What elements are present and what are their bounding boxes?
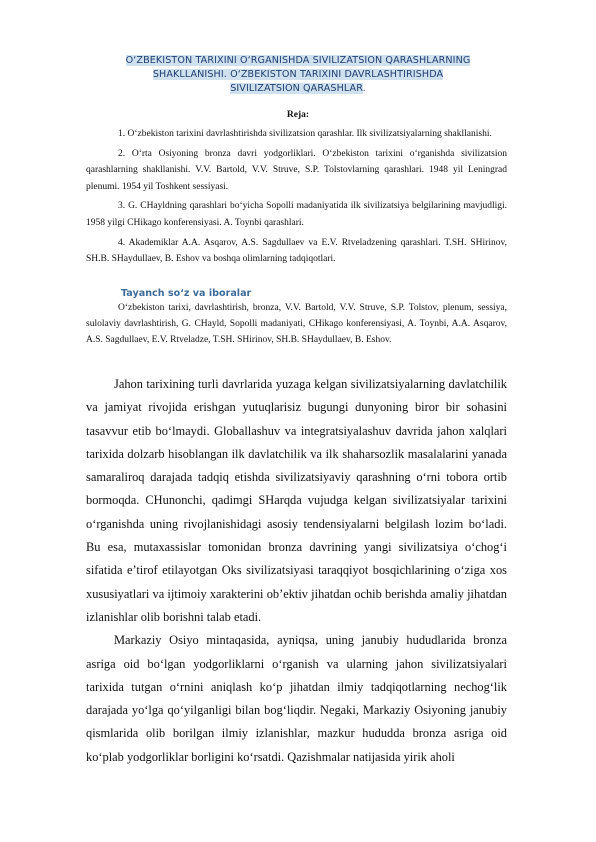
plan-item: 1. O‘zbekiston tarixini davrlashtirishda sivilizatsion qarashlar. Ilk sivilizatsiyalarning shakllanishi. — [118, 129, 492, 139]
document-title — [120, 54, 476, 96]
plan-list — [86, 126, 507, 271]
keywords-heading: Tayanch so‘z va iboralar — [121, 288, 252, 299]
keywords-text: O‘zbekiston tarixi, davrlashtirish, bronza, V.V. Bartold, V.V. Struve, S.P. Tolstov, plenum, sessiya, sulolaviy davrlashtirish, G. CHayld, Sopolli madaniyati, CHikago konferensiyasi, A. Toynbi, A.A. Asqarov, A.S. Sagdullaev, E.V. Rtveladze, T.SH. SHirinov, SH.B. SHaydullaev, B. Eshov. — [86, 303, 507, 346]
plan-item: 4. Akademiklar A.A. Asqarov, A.S. Sagdullaev va E.V. Rtveladzening qarashlari. T.SH. SHirinov, SH.B. SHaydullaev, B. Eshov va boshqa olimlarning tadqiqotlari. — [86, 237, 507, 265]
plan-item: 2. O‘rta Osiyoning bronza davri yodgorliklari. O‘zbekiston tarixini o‘rganishda sivilizatsion qarashlarning shakllanishi. V.V. Bartold, V.V. Struve, S.P. Tolstovlarning qarashlari. 1948 yil Leningrad plenumi. 1954 yil Toshkent sessiyasi. — [86, 148, 507, 192]
body-paragraph: Jahon tarixining turli davrlarida yuzaga kelgan sivilizatsiyalarning davlatchilik va jamiyat rivojida erishgan yutuqlarisiz bugungi dunyoning biror bir sohasini tasavvur etib bo‘lmaydi. Globallashuv va integratsiyalashuv davrida jahon xalqlari tarixida dolzarb hisoblangan ilk davlatchilik va ilk shaharsozlik masalalarini yanada samaraliroq darajada tadqiq etishda sivilizatsiyaviy qarashning o‘rni tobora ortib bormoqda. CHunonchi, qadimgi SHarqda vujudga kelgan sivilizatsiyalar tarixini o‘rganishda uning rivojlanishidagi asosiy tendensiyalarni belgilash lozim bo‘ladi. Bu esa, mutaxassislar tomonidan bronza davrining yangi sivilizatsiya o‘chog‘i sifatida e’tirof etilayotgan Oks sivilizatsiyasi taraqqiyot bosqichlarining o‘ziga xos xususiyatlari va ijtimoiy xarakterini ob’ektiv jihatdan ochib berishda amaliy jihatdan izlanishlar olib borishni talab etadi. — [86, 377, 507, 624]
body-paragraph: Markaziy Osiyo mintaqasida, ayniqsa, uning janubiy hududlarida bronza asriga oid bo‘lgan yodgorliklarni o‘rganish va ularning jahon sivilizatsiyalari tarixida tutgan o‘rnini aniqlash ko‘p jihatdan ilmiy tadqiqotlarning nechog‘lik darajada yo‘lga qo‘yilganligi bilan bog‘liqdir. Negaki, Markaziy Osiyoning janubiy qismlarida olib borilgan ilmiy izlanishlar, mazkur hududda bronza asriga oid ko‘plab yodgorliklar borligini ko‘rsatdi. Qazishmalar natijasida yirik aholi — [86, 633, 507, 764]
plan-item: 3. G. CHayldning qarashlari bo‘yicha Sopolli madaniyatida ilk sivilizatsiya belgilarining mavjudligi. 1958 yilgi CHikago konferensiyasi. A. Toynbi qarashlari. — [86, 201, 507, 228]
main-text — [86, 373, 507, 769]
document-title-text: O‘ZBEKISTON TARIXINI O‘RGANISHDA SIVILIZATSION QARASHLARNING SHAKLLANISHI. O‘ZBEKISTON TARIXINI DAVRLASHTIRISHDA SIVILIZATSION QARASHLAR — [125, 55, 471, 94]
plan-heading: Reja: — [286, 110, 310, 120]
document-title-period: . — [362, 83, 366, 94]
